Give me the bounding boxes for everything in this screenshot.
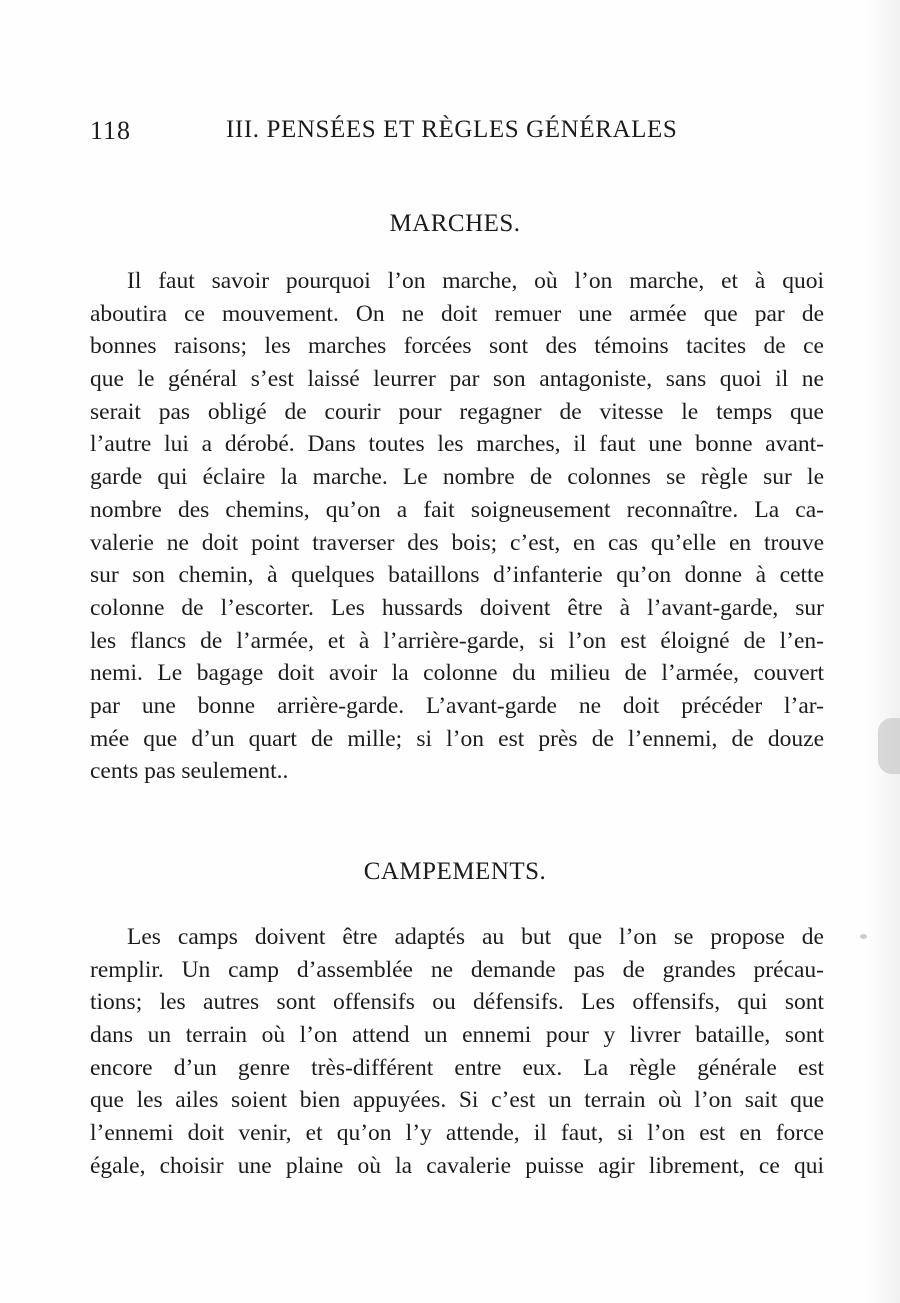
text-line: que les ailes soient bien appuyées. Si c’est un terrain où l’on sait que bbox=[90, 1087, 824, 1114]
section-heading-campements: CAMPEMENTS. bbox=[363, 858, 547, 885]
text-line: l’autre lui a dérobé. Dans toutes les marches, il faut une bonne avant- bbox=[90, 431, 824, 458]
text-line: nombre des chemins, qu’on a fait soigneusement reconnaître. La ca- bbox=[90, 496, 824, 523]
text-line: égale, choisir une plaine où la cavalerie puisse agir librement, ce qui bbox=[90, 1152, 824, 1179]
paragraph-campements bbox=[90, 921, 824, 1183]
text-line: tions; les autres sont offensifs ou défensifs. Les offensifs, qui sont bbox=[90, 989, 824, 1016]
text-line: l’ennemi doit venir, et qu’on l’y attende, il faut, si l’on est en force bbox=[90, 1120, 824, 1147]
text-line: serait pas obligé de courir pour regagner de vitesse le temps que bbox=[90, 398, 824, 425]
text-line: colonne de l’escorter. Les hussards doivent être à l’avant-garde, sur bbox=[90, 594, 824, 621]
text-line: remplir. Un camp d’assemblée ne demande pas de grandes précau- bbox=[90, 956, 824, 983]
text-line: les flancs de l’armée, et à l’arrière-garde, si l’on est éloigné de l’en- bbox=[90, 627, 824, 654]
running-title: III. PENSÉES ET RÈGLES GÉNÉRALES bbox=[226, 116, 678, 143]
text-line: bonnes raisons; les marches forcées sont des témoins tacites de ce bbox=[90, 333, 824, 360]
text-line: sur son chemin, à quelques bataillons d’infanterie qu’on donne à cette bbox=[90, 562, 824, 589]
text-line: cents pas seulement.. bbox=[90, 758, 289, 785]
text-line: mée que d’un quart de mille; si l’on est près de l’ennemi, de douze bbox=[90, 725, 824, 752]
text-line: nemi. Le bagage doit avoir la colonne du milieu de l’armée, couvert bbox=[90, 660, 824, 687]
text-line: encore d’un genre très-différent entre eux. La règle générale est bbox=[90, 1054, 824, 1081]
text-line: dans un terrain où l’on attend un ennemi pour y livrer bataille, sont bbox=[90, 1022, 824, 1049]
page-edge-mark bbox=[878, 718, 900, 774]
paragraph-marches bbox=[90, 265, 824, 788]
text-line: Les camps doivent être adaptés au but que l’on se propose de bbox=[127, 924, 824, 950]
text-line: que le général s’est laissé leurrer par son antagoniste, sans quoi il ne bbox=[90, 366, 824, 393]
page-number: 118 bbox=[90, 116, 132, 145]
text-line: garde qui éclaire la marche. Le nombre de colonnes se règle sur le bbox=[90, 464, 824, 491]
paper-speck bbox=[860, 934, 867, 939]
running-head bbox=[90, 116, 830, 156]
text-line: aboutira ce mouvement. On ne doit remuer une armée que par de bbox=[90, 300, 824, 327]
text-line: Il faut savoir pourquoi l’on marche, où l’on marche, et à quoi bbox=[127, 268, 824, 294]
text-line: par une bonne arrière-garde. L’avant-garde ne doit précéder l’ar- bbox=[90, 692, 824, 719]
page-edge-shadow bbox=[866, 0, 900, 1303]
text-line: valerie ne doit point traverser des bois; c’est, en cas qu’elle en trouve bbox=[90, 529, 824, 556]
section-heading-marches: MARCHES. bbox=[389, 210, 521, 237]
